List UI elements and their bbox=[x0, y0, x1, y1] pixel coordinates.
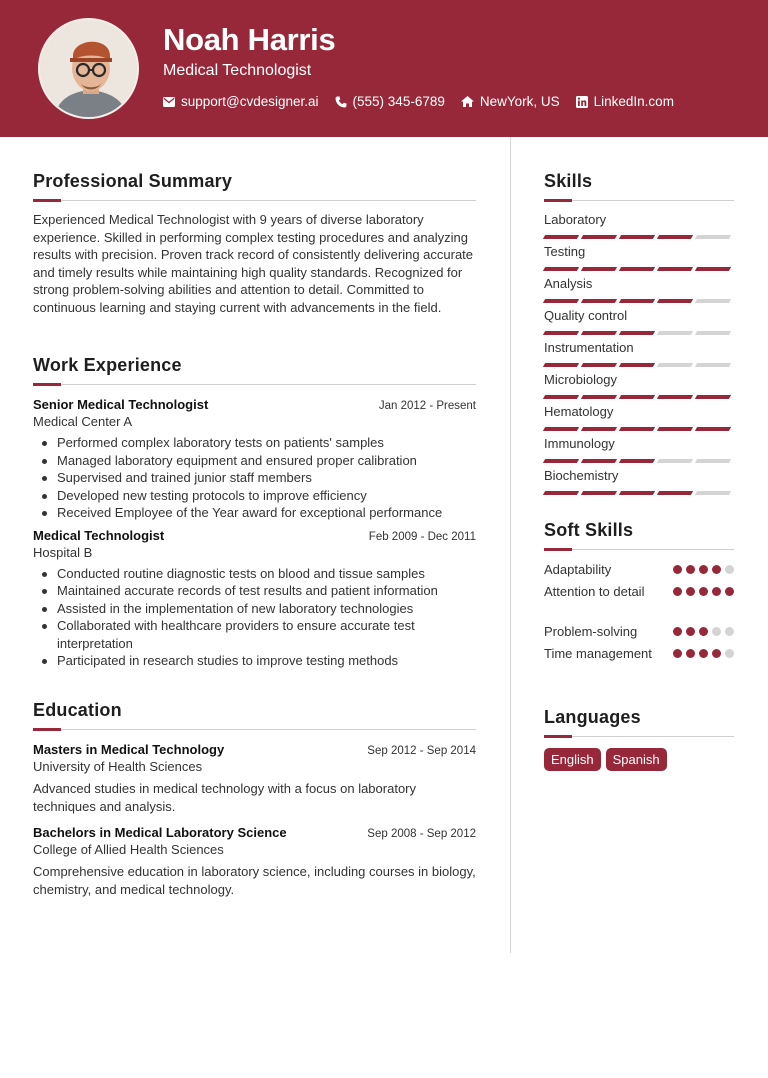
skill-level-segment bbox=[543, 491, 579, 495]
job-bullets bbox=[33, 565, 476, 670]
list-item: Received Employee of the Year award for exceptional performance bbox=[33, 504, 476, 522]
skill-level-bar bbox=[544, 459, 734, 463]
skill-level-segment bbox=[657, 427, 693, 431]
list-item: Performed complex laboratory tests on patients' samples bbox=[33, 434, 476, 452]
candidate-title: Medical Technologist bbox=[163, 62, 312, 79]
skill-level-segment bbox=[695, 363, 731, 367]
rating-dot bbox=[712, 565, 721, 574]
skill-level-segment bbox=[657, 235, 693, 239]
skill-level-segment bbox=[695, 459, 731, 463]
rating-dot bbox=[673, 649, 682, 658]
work-section bbox=[33, 355, 476, 670]
envelope-icon bbox=[163, 97, 175, 107]
list-item: Conducted routine diagnostic tests on blood and tissue samples bbox=[33, 565, 476, 583]
skill-item bbox=[544, 340, 734, 372]
skill-level-segment bbox=[581, 427, 617, 431]
job-date: Jan 2012 - Present bbox=[378, 400, 476, 412]
section-rule bbox=[33, 384, 476, 386]
soft-skill-name: Time management bbox=[544, 646, 652, 661]
list-item: Supervised and trained junior staff members bbox=[33, 469, 476, 487]
education-entry bbox=[33, 742, 476, 815]
skill-name: Immunology bbox=[544, 436, 615, 451]
skill-level-bar bbox=[544, 299, 734, 303]
skill-name: Testing bbox=[544, 244, 586, 259]
soft-skill-name: Adaptability bbox=[544, 562, 612, 577]
skill-name: Instrumentation bbox=[544, 340, 634, 355]
contact-row bbox=[163, 94, 690, 109]
skill-level-segment bbox=[581, 299, 617, 303]
phone-text: (555) 345-6789 bbox=[352, 94, 445, 109]
rating-dot bbox=[699, 649, 708, 658]
skill-level-segment bbox=[657, 331, 693, 335]
header-banner bbox=[0, 0, 768, 137]
skill-level-segment bbox=[657, 363, 693, 367]
education-description: Advanced studies in medical technology with a focus on laboratory techniques and analysis. bbox=[33, 781, 416, 814]
skill-level-segment bbox=[581, 395, 617, 399]
skill-level-bar bbox=[544, 395, 734, 399]
skill-level-segment bbox=[543, 363, 579, 367]
languages-section bbox=[544, 707, 734, 771]
skill-level-segment bbox=[543, 235, 579, 239]
skill-level-segment bbox=[619, 299, 655, 303]
soft-skill-item bbox=[544, 623, 734, 645]
soft-skill-item bbox=[544, 645, 734, 685]
skill-level-segment bbox=[695, 235, 731, 239]
rating-dot bbox=[673, 565, 682, 574]
language-tag: English bbox=[544, 748, 601, 771]
soft-skill-rating bbox=[673, 565, 734, 583]
education-entry bbox=[33, 825, 476, 898]
skill-level-bar bbox=[544, 427, 734, 431]
job-bullets bbox=[33, 434, 476, 522]
skill-level-segment bbox=[695, 395, 731, 399]
list-item: Managed laboratory equipment and ensured proper calibration bbox=[33, 452, 476, 470]
skill-level-segment bbox=[619, 491, 655, 495]
skill-item bbox=[544, 404, 734, 436]
skill-level-segment bbox=[581, 491, 617, 495]
soft-skills-heading: Soft Skills bbox=[544, 520, 634, 540]
school-name: College of Allied Health Sciences bbox=[33, 842, 224, 857]
skill-level-segment bbox=[695, 267, 731, 271]
job-title: Medical Technologist bbox=[33, 527, 165, 543]
job-date: Feb 2009 - Dec 2011 bbox=[368, 530, 476, 543]
skill-level-segment bbox=[619, 235, 655, 239]
summary-heading: Professional Summary bbox=[33, 171, 233, 191]
skill-level-segment bbox=[619, 331, 655, 335]
rating-dot bbox=[699, 565, 708, 574]
skill-level-segment bbox=[543, 267, 579, 271]
rating-dot bbox=[725, 565, 734, 574]
skill-item bbox=[544, 468, 734, 500]
language-tag: Spanish bbox=[606, 748, 667, 771]
list-item: Developed new testing protocols to improve efficiency bbox=[33, 487, 476, 505]
rating-dot bbox=[725, 649, 734, 658]
skill-name: Analysis bbox=[544, 276, 593, 291]
soft-skill-name: Problem-solving bbox=[544, 624, 638, 639]
skill-item bbox=[544, 372, 734, 404]
skill-level-bar bbox=[544, 267, 734, 271]
soft-skills-section bbox=[544, 520, 734, 685]
candidate-name: Noah Harris bbox=[163, 22, 336, 57]
skill-name: Laboratory bbox=[544, 212, 607, 227]
soft-skills-list bbox=[544, 561, 734, 685]
rating-dot bbox=[686, 649, 695, 658]
skill-level-segment bbox=[543, 395, 579, 399]
skills-section bbox=[544, 171, 734, 500]
section-rule bbox=[544, 200, 734, 202]
phone-icon bbox=[335, 96, 347, 108]
skill-level-segment bbox=[581, 235, 617, 239]
linkedin-icon bbox=[576, 96, 588, 108]
education-date: Sep 2012 - Sep 2014 bbox=[367, 745, 476, 757]
languages-heading: Languages bbox=[544, 707, 641, 727]
skill-level-segment bbox=[619, 459, 655, 463]
soft-skill-item bbox=[544, 583, 734, 623]
contact-email[interactable] bbox=[163, 94, 319, 109]
rating-dot bbox=[712, 649, 721, 658]
skill-item bbox=[544, 276, 734, 308]
rating-dot bbox=[686, 627, 695, 636]
skill-level-segment bbox=[657, 459, 693, 463]
column-divider bbox=[510, 137, 511, 953]
skill-name: Microbiology bbox=[544, 372, 617, 387]
contact-phone[interactable] bbox=[335, 94, 445, 109]
skill-level-segment bbox=[695, 331, 731, 335]
skill-name: Biochemistry bbox=[544, 468, 619, 483]
location-text: NewYork, US bbox=[479, 94, 560, 109]
education-description: Comprehensive education in laboratory science, including courses in biology, chemistry, and medical technology. bbox=[33, 864, 476, 897]
skill-item bbox=[544, 436, 734, 468]
skill-level-segment bbox=[581, 331, 617, 335]
skill-level-segment bbox=[619, 395, 655, 399]
section-rule bbox=[33, 729, 476, 731]
rating-dot bbox=[673, 627, 682, 636]
skill-level-segment bbox=[543, 427, 579, 431]
skill-level-segment bbox=[581, 267, 617, 271]
work-heading: Work Experience bbox=[33, 355, 182, 375]
summary-text: Experienced Medical Technologist with 9 years of diverse laboratory experience. Skilled in performing complex testing procedures and analyzing results with precision. Proven track record of consistently delivering accurate and timely results while maintaining high quality standards. Recognized for strong problem-solving abilities and attention to detail. Committed to continuous learning and staying current with advancements in the field. bbox=[33, 212, 474, 315]
list-item: Participated in research studies to improve testing methods bbox=[33, 652, 476, 670]
skill-name: Hematology bbox=[544, 404, 614, 419]
rating-dot bbox=[712, 587, 721, 596]
skill-level-segment bbox=[543, 459, 579, 463]
skill-item bbox=[544, 308, 734, 340]
contact-location bbox=[461, 94, 560, 109]
skill-level-segment bbox=[543, 299, 579, 303]
rating-dot bbox=[712, 627, 721, 636]
skill-level-segment bbox=[581, 363, 617, 367]
email-text: support@cvdesigner.ai bbox=[181, 94, 319, 109]
list-item: Assisted in the implementation of new laboratory technologies bbox=[33, 600, 476, 618]
skill-level-segment bbox=[619, 363, 655, 367]
rating-dot bbox=[686, 565, 695, 574]
rating-dot bbox=[686, 587, 695, 596]
job-entry bbox=[33, 528, 476, 670]
rating-dot bbox=[699, 627, 708, 636]
rating-dot bbox=[725, 587, 734, 596]
home-icon bbox=[461, 96, 474, 107]
skill-level-segment bbox=[657, 267, 693, 271]
section-rule bbox=[33, 200, 476, 202]
rating-dot bbox=[699, 587, 708, 596]
soft-skill-rating bbox=[673, 627, 734, 645]
degree-title: Bachelors in Medical Laboratory Science bbox=[33, 825, 287, 840]
skill-name: Quality control bbox=[544, 308, 628, 323]
skill-level-segment bbox=[657, 395, 693, 399]
soft-skill-item bbox=[544, 561, 734, 583]
skills-heading: Skills bbox=[544, 171, 593, 191]
skill-level-segment bbox=[619, 267, 655, 271]
skill-level-segment bbox=[581, 459, 617, 463]
job-entry bbox=[33, 397, 476, 522]
skill-level-bar bbox=[544, 331, 734, 335]
list-item: Maintained accurate records of test results and patient information bbox=[33, 582, 476, 600]
summary-section bbox=[33, 171, 476, 316]
job-organization: Medical Center A bbox=[33, 414, 132, 429]
soft-skill-rating bbox=[673, 587, 734, 623]
education-heading: Education bbox=[33, 700, 122, 720]
list-item: Collaborated with healthcare providers to ensure accurate test interpretation bbox=[33, 617, 476, 652]
education-section bbox=[33, 700, 476, 898]
soft-skill-name: Attention to detail bbox=[544, 584, 645, 599]
section-rule bbox=[544, 736, 734, 738]
rating-dot bbox=[673, 587, 682, 596]
soft-skill-rating bbox=[673, 649, 734, 685]
skill-level-bar bbox=[544, 363, 734, 367]
skill-level-segment bbox=[695, 491, 731, 495]
school-name: University of Health Sciences bbox=[33, 759, 203, 774]
section-rule bbox=[544, 549, 734, 551]
skills-list bbox=[544, 212, 734, 500]
education-date: Sep 2008 - Sep 2012 bbox=[367, 828, 476, 840]
skill-level-segment bbox=[657, 491, 693, 495]
skill-item bbox=[544, 212, 734, 244]
rating-dot bbox=[725, 627, 734, 636]
skill-level-segment bbox=[543, 331, 579, 335]
skill-level-segment bbox=[695, 299, 731, 303]
degree-title: Masters in Medical Technology bbox=[33, 742, 225, 757]
linkedin-text: LinkedIn.com bbox=[593, 94, 674, 109]
job-title: Senior Medical Technologist bbox=[33, 397, 209, 412]
job-organization: Hospital B bbox=[33, 544, 93, 560]
skill-level-segment bbox=[657, 299, 693, 303]
skill-level-bar bbox=[544, 235, 734, 239]
skill-item bbox=[544, 244, 734, 276]
skill-level-segment bbox=[619, 427, 655, 431]
language-tags bbox=[544, 748, 734, 771]
skill-level-bar bbox=[544, 491, 734, 495]
contact-linkedin[interactable] bbox=[576, 94, 674, 109]
skill-level-segment bbox=[695, 427, 731, 431]
avatar bbox=[38, 18, 139, 119]
